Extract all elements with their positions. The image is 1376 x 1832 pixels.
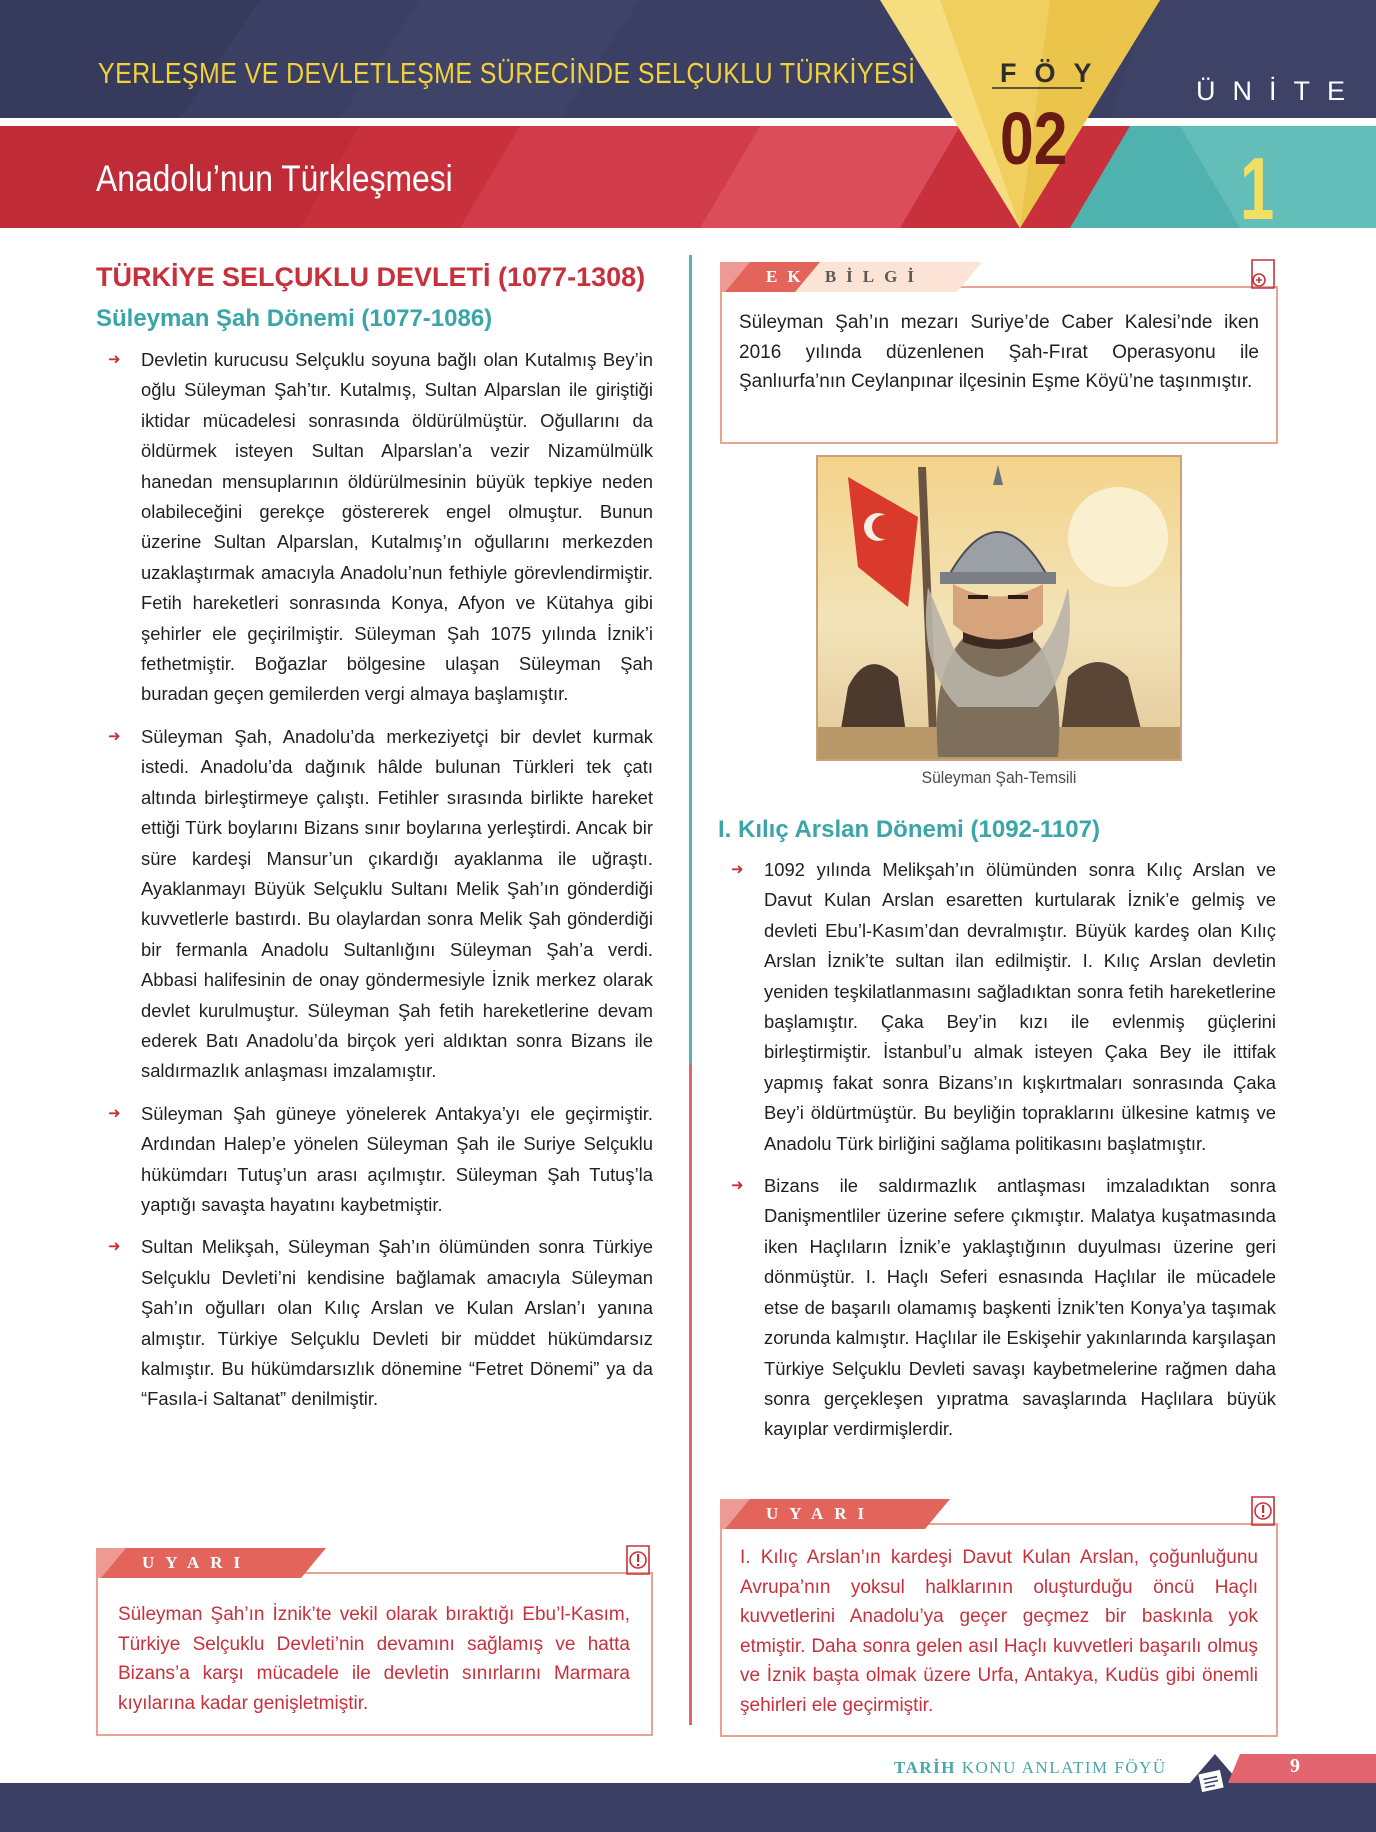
book-icon (1196, 1766, 1228, 1796)
info-plus-icon (1248, 258, 1278, 290)
image-caption: Süleyman Şah-Temsili (921, 768, 1077, 787)
unite-label: ÜNİTE (1196, 76, 1362, 106)
warning-icon (623, 1544, 653, 1576)
footer-subject: TARİH KONU ANLATIM FÖYÜ (894, 1758, 1167, 1777)
warning-label: UYARI (766, 1504, 876, 1523)
warning-box-left (96, 1553, 653, 1736)
info-text: Süleyman Şah’ın mezarı Suriye’de Caber Kalesi’nde iken 2016 yılında düzenlenen Şah-Fırat Operasyonu ile Şanlıurfa’nın Ceylanpınar ilçesinin Eşme Köyü’ne taşınmıştır. (739, 312, 1259, 392)
warning-box-right (720, 1504, 1278, 1737)
subheading-kilic-arslan: I. Kılıç Arslan Dönemi (1092-1107) (718, 816, 1100, 843)
list-item: ➜ Sultan Melikşah, Süleyman Şah’ın ölümünden sonra Türkiye Selçuklu Devleti’ni kendisine bağlamak amacıyla Süleyman Şah’ın oğulları olan Kılıç Arslan ve Kulan Arslan’ı yanına almıştır. Türkiye Selçuklu Devleti bir müddet hükümdarsız kalmıştır. Bu hükümdarsızlık dönemine “Fetret Dönemi” ya da “Fasıla-i Saltanat” denilmiştir. (141, 1232, 653, 1414)
series-title: YERLEŞME VE DEVLETLEŞME SÜRECİNDE SELÇUKLU TÜRKİYESİ (98, 58, 916, 90)
warning-label: UYARI (142, 1553, 252, 1572)
list-item: ➜ Devletin kurucusu Selçuklu soyuna bağlı olan Kutalmış Bey’in oğlu Süleyman Şah’tır. Kutalmış, Sultan Alparslan ile giriştiği iktidar mücadelesi sonrasında öldürülmüştür. Oğullarını da öldürmek isteyen Sultan Alparslan’a vezir Nizamülmülk hanedan mensuplarının öldürülmesinin büyük tepkiye neden olabileceğini gerekçe göstererek engel olmuştur. Bunun üzerine Sultan Alparslan, Kutalmış’ın oğullarını merkezden uzaklaştırmak amacıyla Anadolu’nun fethiyle görevlendirmiştir. Fetih hareketleri sonrasında Konya, Afyon ve Kütahya gibi şehirler ele geçirilmiştir. Süleyman Şah 1075 yılında İznik’i fethetmiştir. Boğazlar bölgesine ulaşan Süleyman Şah buradan geçen gemilerden vergi almaya başlamıştır. (141, 345, 653, 710)
arrow-icon: ➜ (108, 727, 121, 745)
footer-bar (0, 1783, 1376, 1832)
topic-title: Anadolu’nun Türkleşmesi (96, 158, 453, 199)
warning-text: I. Kılıç Arslan’ın kardeşi Davut Kulan Arslan, çoğunluğunu Avrupa’nın yoksul halklarının oluşturduğu öncü Haçlı kuvvetlerini Anadolu’ya geçer geçmez bir baskınla yok etmiştir. Daha sonra gelen asıl Haçlı kuvvetleri başarılı olmuş ve İznik başta olmak üzere Urfa, Antakya, Kudüs gibi önemli şehirleri ele geçirmiştir. (740, 1547, 1258, 1716)
info-box (720, 267, 1278, 444)
bullet-list-left (108, 345, 653, 1427)
suleyman-sah-portrait (816, 455, 1182, 761)
arrow-icon: ➜ (731, 1177, 744, 1195)
subheading-suleyman: Süleyman Şah Dönemi (1077-1086) (96, 305, 493, 332)
page-number: 9 (1290, 1755, 1300, 1777)
unite-number: 1 (1240, 139, 1275, 238)
portrait-illustration (818, 457, 1180, 759)
arrow-icon: ➜ (108, 1104, 121, 1122)
footer-band (0, 1754, 1376, 1783)
section-heading: TÜRKİYE SELÇUKLU DEVLETİ (1077-1308) (96, 262, 646, 292)
list-item: ➜ Süleyman Şah, Anadolu’da merkeziyetçi bir devlet kurmak istedi. Anadolu’da dağınık hâlde bulunan Türkleri tek çatı altında birleştirmeye çalıştı. Fetihler sırasında birlikte hareket ettiği Türk boylarını Bizans sınır boylarına yerleştirdi. Ancak bir süre kardeşi Mansur’un çıkardığı ayaklanma ile uğraştı. Ayaklanmayı Büyük Selçuklu Sultanı Melik Şah’ın gönderdiği kuvvetlerle bastırdı. Bu olaylardan sonra Melik Şah gönderdiği bir fermanla Anadolu Sultanlığını Süleyman Şah’a verdi. Abbasi halifesinin de onay göndermesiyle İznik merkez olarak devlet kurulmuştur. Süleyman Şah fetih hareketlerine devam ederek Batı Anadolu’da birçok yeri aldıktan sonra Bizans ile saldırmazlık anlaşması imzalamıştır. (141, 722, 653, 1087)
list-item: ➜ 1092 yılında Melikşah’ın ölümünden sonra Kılıç Arslan ve Davut Kulan Arslan esaretten kurtularak İznik’e gelmiş ve devleti Ebu’l-Kasım’dan devralmıştır. Büyük kardeş olan Kılıç Arslan İznik’te sultan ilan edilmiştir. I. Kılıç Arslan devletin yeniden teşkilatlanmasını sağladıktan sonra fetih hareketlerine başlamıştır. Çaka Bey’in kızı ile evlenmiş güçlerini birleştirmiştir. İstanbul’u almak isteyen Çaka Bey ile ittifak yapmış fakat sonra Bizans’ın kışkırtmaları sonrasında Çaka Bey’i öldürtmüştür. Bu beyliğin topraklarını ülkesine katmış ve Anadolu Türk birliğini sağlama politikasını başlatmıştır. (764, 855, 1276, 1159)
bullet-list-right (731, 855, 1276, 1457)
arrow-icon: ➜ (108, 1238, 121, 1256)
arrow-icon: ➜ (731, 861, 744, 878)
arrow-icon: ➜ (108, 351, 121, 368)
foy-number: 02 (1000, 97, 1068, 180)
list-item: ➜ Bizans ile saldırmazlık antlaşması imzaladıktan sonra Danişmentliler üzerine sefere çıkmıştır. Malatya kuşatmasında iken Haçlıların İznik’e yaklaştığının duyulması üzerine geri dönmüştür. I. Haçlı Seferi esnasında Haçlılar ile mücadele etse de başarılı olamamış başkenti İznik’ten Konya’ya taşımak zorunda kalmıştır. Haçlılar ile Eskişehir yakınlarında karşılaşan Türkiye Selçuklu Devleti savaşı kaybetmelerine rağmen daha sonra gerçekleşen yıpratma savaşlarında Haçlılara büyük kayıplar verdirmişlerdir. (764, 1171, 1276, 1445)
info-label: EK BİLGİ (766, 267, 924, 286)
warning-text: Süleyman Şah’ın İznik’te vekil olarak bıraktığı Ebu’l-Kasım, Türkiye Selçuklu Devleti’nin devamını sağlamış ve hatta Bizans’a karşı mücadele ile devletin sınırlarını Marmara kıyılarına kadar genişletmiştir. (118, 1604, 630, 1714)
column-divider (689, 255, 692, 1725)
warning-icon (1248, 1495, 1278, 1527)
foy-label: FÖY (1000, 58, 1110, 88)
list-item: ➜ Süleyman Şah güneye yönelerek Antakya’yı ele geçirmiştir. Ardından Halep’e yönelen Süleyman Şah ile Suriye Selçuklu hükümdarı Tutuş’un arası açılmıştır. Süleyman Şah Tutuş’la yaptığı savaşta hayatını kaybetmiştir. (141, 1099, 653, 1221)
